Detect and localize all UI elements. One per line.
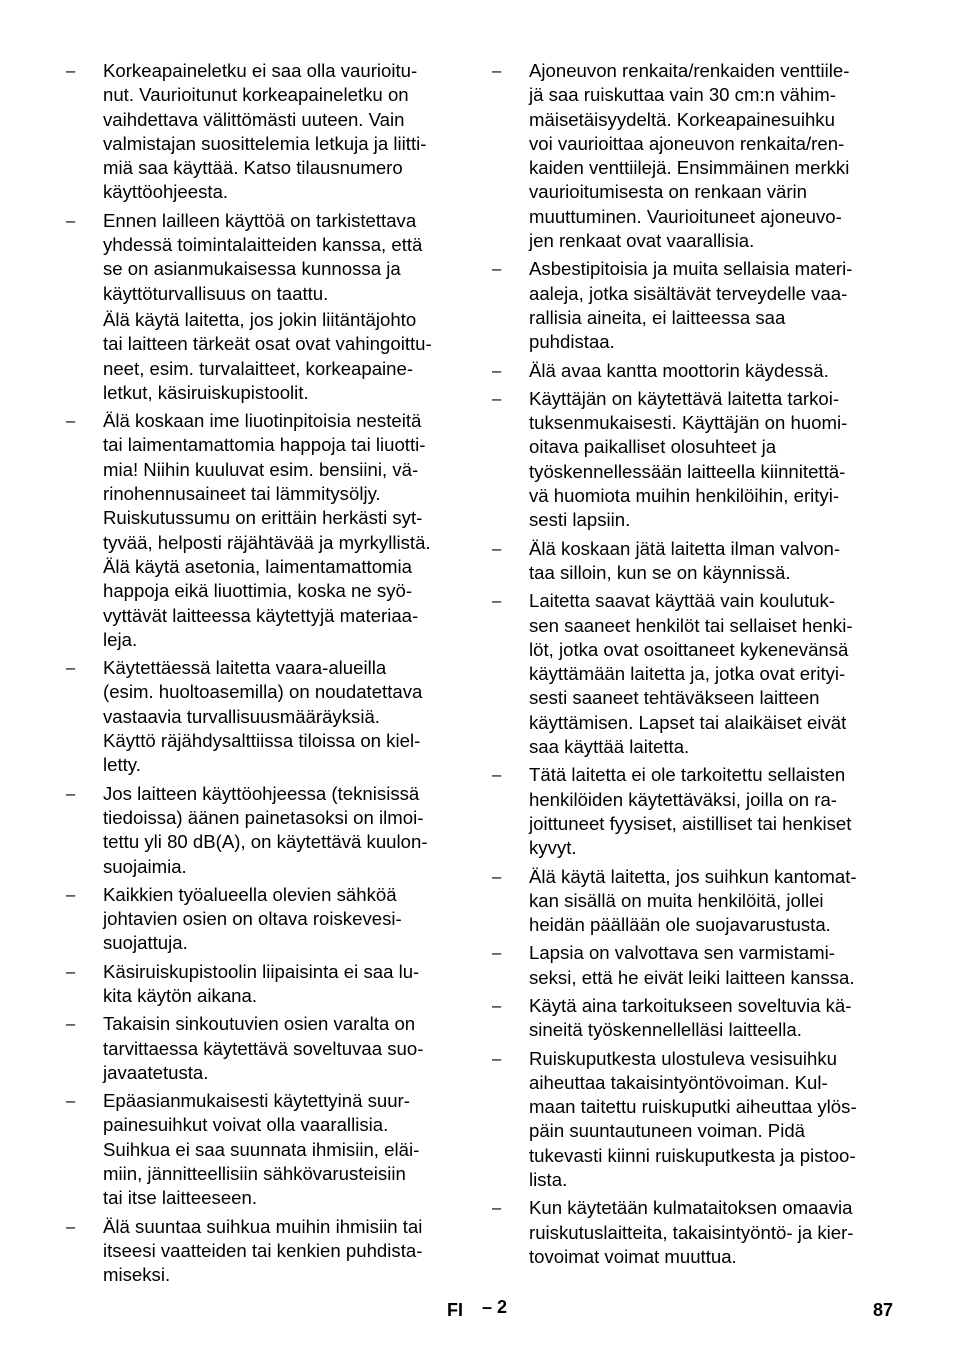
text-line: vä huomiota muihin henkilöihin, erityi-	[529, 485, 840, 507]
list-item-paragraph	[529, 359, 870, 383]
text-line: happoja eikä liuottimia, koska ne syö-	[103, 580, 413, 602]
list-item-paragraph	[103, 409, 444, 652]
text-line: jä saa ruiskuttaa vain 30 cm:n vähim-	[529, 84, 836, 106]
bullet-dash: –	[66, 1015, 76, 1034]
text-line: neet, esim. turvalaitteet, korkeapaine-	[103, 357, 414, 379]
bullet-dash: –	[66, 1092, 76, 1111]
bullet-dash: –	[492, 996, 502, 1015]
text-line: vaihdettava välittömästi uuteen. Vain	[103, 108, 405, 130]
bullet-dash: –	[66, 659, 76, 678]
text-line: tai laitteen tärkeät osat ovat vahingoittu-	[103, 333, 432, 355]
bullet-dash: –	[492, 766, 502, 785]
list-item	[492, 941, 870, 990]
text-line: tiedoissa) äänen painetasoksi on ilmoi-	[103, 806, 424, 828]
text-line: Älä avaa kantta moottorin käydessä.	[529, 359, 829, 381]
list-item	[492, 589, 870, 759]
right-column	[492, 59, 870, 1273]
text-line: oitava paikalliset olosuhteet ja	[529, 436, 777, 458]
text-line: puhdistaa.	[529, 331, 615, 353]
list-item-paragraph	[103, 782, 444, 879]
text-line: maan taitettu ruiskuputki aiheuttaa ylös-	[529, 1096, 857, 1118]
list-item-paragraph	[103, 308, 444, 405]
text-line: se on asianmukaisessa kunnossa ja	[103, 258, 401, 280]
text-line: letkut, käsiruiskupistoolit.	[103, 381, 309, 403]
text-line: tai itse laitteeseen.	[103, 1187, 258, 1209]
text-line: aaleja, jotka sisältävät terveydelle vaa-	[529, 282, 848, 304]
list-item	[66, 59, 444, 205]
text-line: käyttämisen. Lapset tai alaikäiset eivät	[529, 711, 847, 733]
list-item	[66, 409, 444, 652]
text-line: kaiden venttiilejä. Ensimmäinen merkki	[529, 157, 850, 179]
text-line: Älä käytä asetonia, laimentamattomia	[103, 555, 413, 577]
text-line: löt, jotka ovat osoittaneet kykenevänsä	[529, 638, 849, 660]
text-line: Korkeapaineletku ei saa olla vaurioitu-	[103, 60, 418, 81]
bullet-dash: –	[492, 1199, 502, 1218]
text-line: Älä suuntaa suihkua muihin ihmisiin tai	[103, 1215, 423, 1237]
text-line: tettu yli 80 dB(A), on käytettävä kuulon-	[103, 831, 428, 853]
text-line: taa silloin, kun se on käynnissä.	[529, 561, 791, 583]
list-item	[66, 782, 444, 879]
footer-language: FI	[447, 1300, 463, 1320]
list-item-paragraph	[529, 1196, 870, 1269]
text-line: Epäasianmukaisesti käytettyinä suur-	[103, 1090, 410, 1112]
list-item-paragraph	[103, 209, 444, 306]
text-line: Älä käytä laitetta, jos suihkun kantomat-	[529, 865, 857, 887]
list-item	[66, 883, 444, 956]
list-item	[66, 656, 444, 777]
bullet-dash: –	[66, 1217, 76, 1236]
list-item-paragraph	[529, 537, 870, 586]
list-item	[66, 1215, 444, 1288]
list-item	[66, 960, 444, 1009]
text-line: Laitetta saavat käyttää vain koulutuk-	[529, 590, 835, 612]
text-line: työskennellessään laitteella kiinnitettä-	[529, 460, 846, 482]
text-line: tukevasti kiinni ruiskuputkesta ja pistoo-	[529, 1144, 856, 1166]
text-line: Ajoneuvon renkaita/renkaiden venttiile-	[529, 60, 850, 81]
bullet-dash: –	[492, 539, 502, 558]
footer-chapter: – 2	[482, 1297, 508, 1317]
text-line: Ruiskuputkesta ulostuleva vesisuihku	[529, 1047, 837, 1069]
list-item-paragraph	[529, 257, 870, 354]
list-item	[66, 1012, 444, 1085]
text-line: tuksenmukaisesti. Käyttäjän on huomi-	[529, 412, 848, 434]
bullet-dash: –	[66, 784, 76, 803]
list-item-paragraph	[529, 763, 870, 860]
text-line: käyttöturvallisuus on taattu.	[103, 282, 329, 304]
text-line: sen saaneet henkilöt tai sellaiset henki-	[529, 614, 853, 636]
list-item-paragraph	[529, 941, 870, 990]
text-line: päin suuntautuneen voiman. Pidä	[529, 1120, 806, 1142]
bullet-dash: –	[492, 62, 502, 80]
list-item	[492, 865, 870, 938]
list-item	[492, 257, 870, 354]
list-item	[492, 387, 870, 533]
text-line: letty.	[103, 754, 141, 776]
list-item	[492, 359, 870, 383]
list-item-paragraph	[529, 589, 870, 759]
text-line: vyttävät laitteessa käytettyjä materiaa-	[103, 604, 419, 626]
text-line: ruiskutuslaitteita, takaisintyöntö- ja kier-	[529, 1221, 854, 1243]
text-line: aiheuttaa takaisintyöntövoiman. Kul-	[529, 1071, 828, 1093]
text-line: seksi, että he eivät leiki laitteen kanssa.	[529, 966, 855, 988]
text-line: muuttuminen. Vaurioituneet ajoneuvo-	[529, 205, 842, 227]
list-item-paragraph	[103, 1215, 444, 1288]
list-item-paragraph	[103, 59, 444, 205]
text-line: käyttämään laitetta ja, jotka ovat erityi-	[529, 663, 846, 685]
list-item	[492, 537, 870, 586]
list-item-paragraph	[529, 1047, 870, 1193]
text-line: Lapsia on valvottava sen varmistami-	[529, 942, 835, 964]
list-item	[492, 763, 870, 860]
bullet-dash: –	[66, 962, 76, 981]
text-line: vastaavia turvallisuusmääräyksiä.	[103, 705, 380, 727]
text-line: Takaisin sinkoutuvien osien varalta on	[103, 1013, 416, 1035]
list-item	[66, 209, 444, 405]
bullet-dash: –	[66, 211, 76, 230]
text-line: itseesi vaatteiden tai kenkien puhdista-	[103, 1239, 423, 1261]
list-item	[492, 1196, 870, 1269]
list-item-paragraph	[529, 994, 870, 1043]
list-item-paragraph	[103, 1089, 444, 1210]
text-line: (esim. huoltoasemilla) on noudatettava	[103, 681, 423, 703]
text-line: Käytä aina tarkoitukseen soveltuvia kä-	[529, 994, 852, 1016]
text-line: yhdessä toimintalaitteiden kanssa, että	[103, 234, 423, 256]
text-line: suojattuja.	[103, 932, 188, 954]
text-line: Jos laitteen käyttöohjeessa (teknisissä	[103, 782, 420, 804]
text-line: Käsiruiskupistoolin liipaisinta ei saa lu-	[103, 960, 420, 982]
text-line: sesti lapsiin.	[529, 509, 631, 531]
text-line: mäisetäisyydeltä. Korkeapainesuihku	[529, 108, 835, 130]
text-line: joittuneet fyysiset, aistilliset tai henkiset	[529, 812, 852, 834]
text-line: Suihkua ei saa suunnata ihmisiin, eläi-	[103, 1138, 420, 1160]
text-line: kan sisällä on muita henkilöitä, jollei	[529, 889, 824, 911]
text-line: vaurioitumisesta on renkaan värin	[529, 181, 808, 203]
text-line: heidän päällään ole suojavarustusta.	[529, 914, 831, 936]
text-line: rinohennusaineet tai lämmitysöljy.	[103, 483, 381, 505]
bullet-dash: –	[492, 389, 502, 408]
text-line: nut. Vaurioitunut korkeapaineletku on	[103, 84, 409, 106]
bullet-dash: –	[492, 592, 502, 611]
text-line: Älä käytä laitetta, jos jokin liitäntäjohto	[103, 308, 417, 330]
text-line: Älä koskaan jätä laitetta ilman valvon-	[529, 537, 841, 559]
text-line: jen renkaat ovat vaarallisia.	[529, 230, 755, 252]
text-line: Ruiskutussumu on erittäin herkästi syt-	[103, 507, 423, 529]
bullet-dash: –	[66, 885, 76, 904]
text-line: Kaikkien työalueella olevien sähköä	[103, 883, 397, 905]
text-line: suojaimia.	[103, 855, 187, 877]
bullet-dash: –	[492, 867, 502, 886]
text-line: Käytettäessä laitetta vaara-alueilla	[103, 657, 387, 679]
text-line: miä saa käyttää. Katso tilausnumero	[103, 157, 403, 179]
text-line: Älä koskaan ime liuotinpitoisia nesteitä	[103, 410, 422, 432]
bullet-dash: –	[66, 412, 76, 431]
bullet-dash: –	[492, 944, 502, 963]
text-line: Asbestipitoisia ja muita sellaisia materi-	[529, 258, 853, 280]
list-item	[492, 1047, 870, 1193]
text-line: saa käyttää laitetta.	[529, 736, 690, 758]
text-line: johtavien osien on oltava roiskevesi-	[103, 908, 402, 930]
text-line: Ennen lailleen käyttöä on tarkistettava	[103, 209, 417, 231]
page-number: 87	[873, 1300, 894, 1320]
text-line: kyvyt.	[529, 837, 577, 859]
text-line: miin, jännitteellisiin sähkövarusteisiin	[103, 1163, 406, 1185]
text-line: voi vaurioittaa ajoneuvon renkaita/ren-	[529, 132, 845, 154]
list-item-paragraph	[529, 387, 870, 533]
text-line: käyttöohjeesta.	[103, 181, 229, 203]
text-line: painesuihkut voivat olla vaarallisia.	[103, 1114, 389, 1136]
text-line: javaatetusta.	[103, 1061, 209, 1083]
list-item-paragraph	[103, 1012, 444, 1085]
text-line: tai laimentamattomia happoja tai liuotti-	[103, 434, 426, 456]
left-column	[66, 59, 444, 1292]
list-item	[66, 1089, 444, 1210]
text-line: lista.	[529, 1169, 568, 1191]
text-line: tarvittaessa käytettävä soveltuvaa suo-	[103, 1037, 424, 1059]
text-line: tyvää, helposti räjähtävää ja myrkyllistä.	[103, 531, 431, 553]
text-line: Käyttäjän on käytettävä laitetta tarkoi-	[529, 387, 840, 409]
list-item-paragraph	[529, 59, 870, 253]
text-line: valmistajan suosittelemia letkuja ja liitti-	[103, 132, 427, 154]
text-line: miseksi.	[103, 1264, 171, 1286]
text-line: Käyttö räjähdysalttiissa tiloissa on kiel-	[103, 730, 421, 752]
text-line: rallisia aineita, ei laitteessa saa	[529, 306, 786, 328]
bullet-dash: –	[66, 62, 76, 80]
list-item-paragraph	[529, 865, 870, 938]
list-item-paragraph	[103, 883, 444, 956]
list-item-paragraph	[103, 960, 444, 1009]
text-line: Tätä laitetta ei ole tarkoitettu sellaisten	[529, 764, 846, 786]
text-line: leja.	[103, 628, 138, 650]
bullet-dash: –	[492, 361, 502, 380]
text-line: sesti saaneet tehtäväkseen laitteen	[529, 687, 820, 709]
text-line: tovoimat voimat muuttua.	[529, 1245, 737, 1267]
text-line: sineitä työskennellelläsi laitteella.	[529, 1019, 802, 1041]
text-line: kita käytön aikana.	[103, 984, 258, 1006]
list-item-paragraph	[103, 656, 444, 777]
list-item	[492, 994, 870, 1043]
list-item	[492, 59, 870, 253]
bullet-dash: –	[492, 1049, 502, 1068]
text-line: Kun käytetään kulmataitoksen omaavia	[529, 1197, 853, 1219]
text-line: mia! Niihin kuuluvat esim. bensiini, vä-	[103, 458, 419, 480]
bullet-dash: –	[492, 260, 502, 279]
text-line: henkilöiden käytettäväksi, joilla on ra-	[529, 788, 837, 810]
